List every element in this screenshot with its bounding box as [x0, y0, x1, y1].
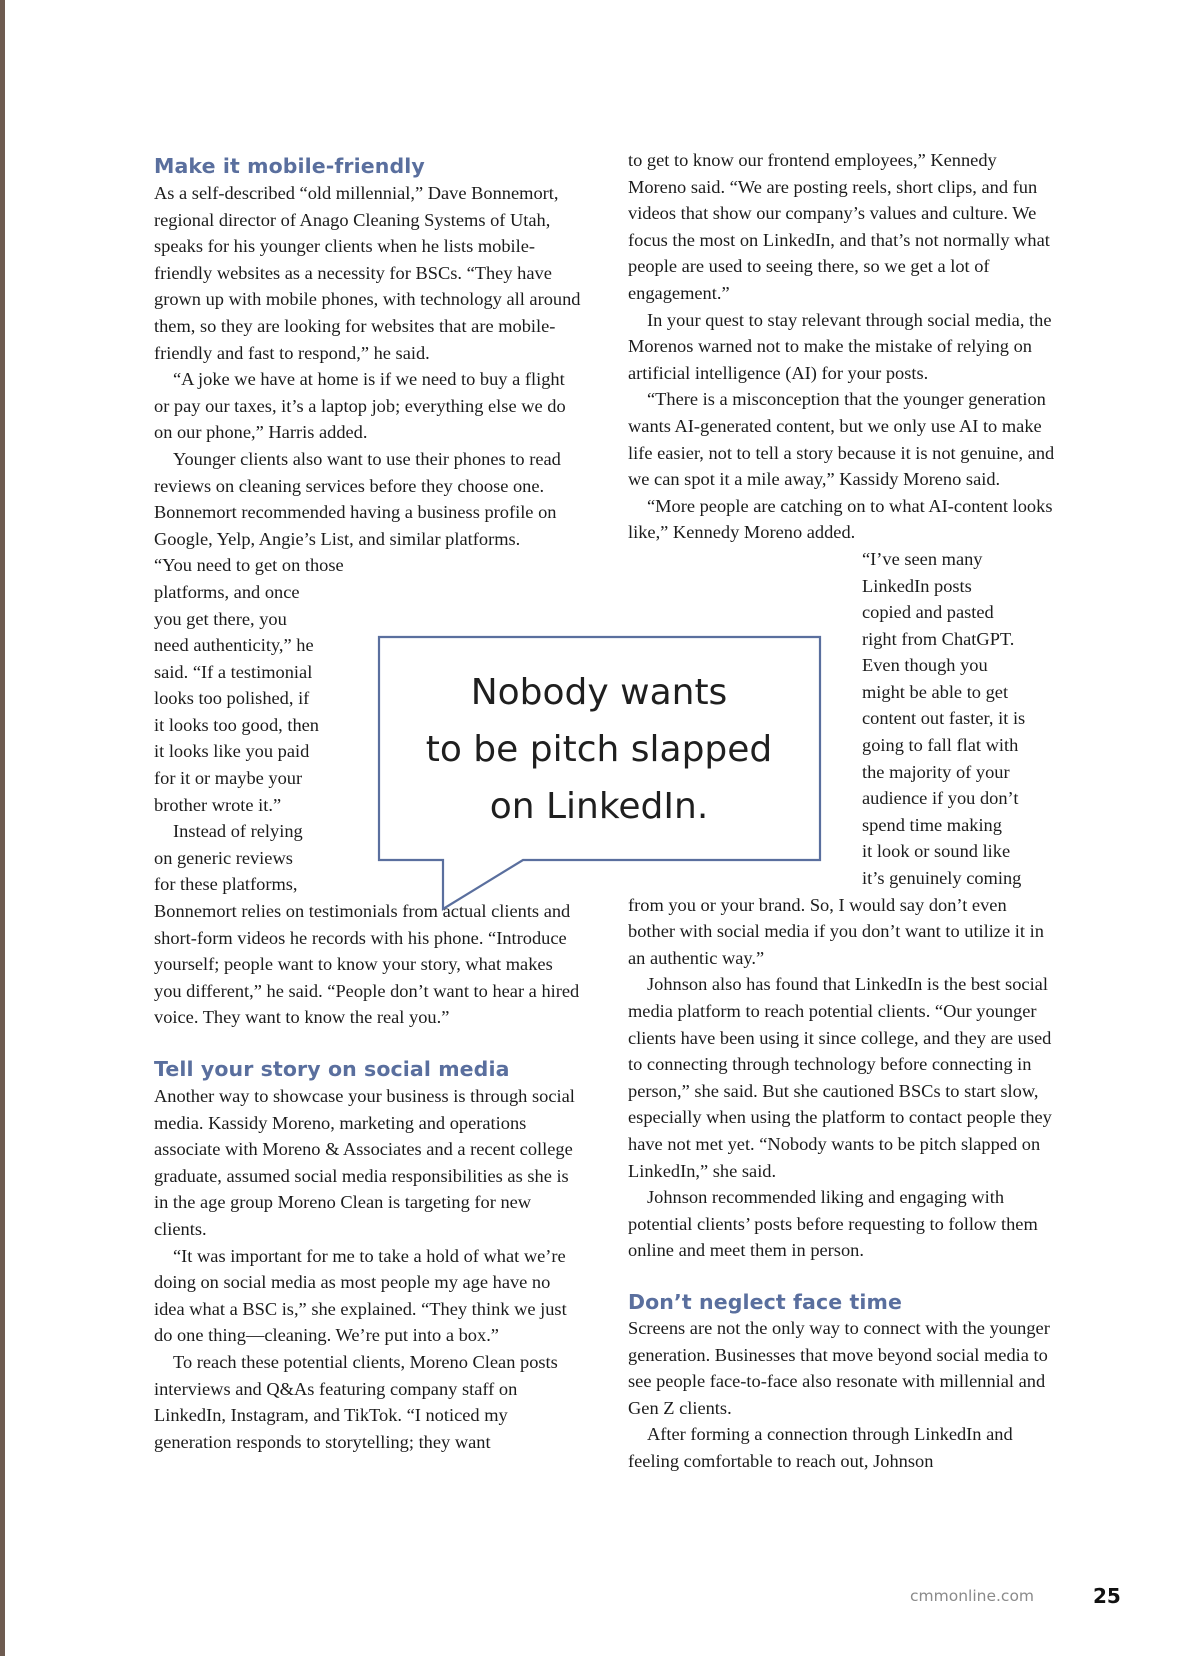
text-line: need authenticity,” he — [154, 635, 314, 656]
text-line: “I’ve seen many — [862, 548, 983, 569]
footer-website: cmmonline.com — [910, 1587, 1035, 1605]
paragraph: “There is a misconception that the younger generation wants AI-generated content, but we only use AI to make life easier, not to tell a story because it is not genuine, and we can spot it a mile away,” Kassidy Moreno said. — [628, 389, 1055, 490]
paragraph: to get to know our frontend employees,” Kennedy Moreno said. “We are posting reels, short clips, and fun videos that show our company’s values and culture. We focus the most on LinkedIn, and that’s not normally what people are used to seeing there, so we get a lot of engagement.” — [628, 150, 1050, 303]
heading-make-it-mobile-friendly: Make it mobile-friendly — [154, 154, 425, 178]
pull-quote-line: Nobody wants — [470, 672, 728, 713]
text-line: right from ChatGPT. — [862, 628, 1015, 649]
text-line: it looks too good, then — [154, 714, 320, 735]
text-line: it looks like you paid — [154, 741, 310, 762]
text-line: LinkedIn posts — [862, 575, 972, 596]
paragraph: Johnson recommended liking and engaging with potential clients’ posts before requesting to follow them online and meet them in person. — [628, 1187, 1038, 1261]
paragraph: After forming a connection through LinkedIn and feeling comfortable to reach out, Johnson — [628, 1424, 1013, 1471]
paragraph: Johnson also has found that LinkedIn is the best social media platform to reach potential clients. “Our younger clients have been using it since college, and they are used to connecting through technology before connecting in person,” she said. But she cautioned BSCs to start slow, especially when using the platform to contact people they have not met yet. “Nobody wants to be pitch slapped on LinkedIn,” she said. — [628, 974, 1052, 1181]
pull-quote-box — [378, 636, 820, 860]
pull-quote-line: on LinkedIn. — [489, 786, 709, 827]
text-line: looks too polished, if — [154, 688, 310, 709]
paragraph: Another way to showcase your business is through social media. Kassidy Moreno, marketing and operations associate with Moreno & Associates and a recent college graduate, assumed social media responsibilities as she is in the age group Moreno Clean is targeting for new clients. — [154, 1086, 575, 1239]
paragraph: As a self-described “old millennial,” Dave Bonnemort, regional director of Anago Cleaning Systems of Utah, speaks for his younger clients when he lists mobile-friendly websites as a necessity for BSCs. “They have grown up with mobile phones, with technology all around them, so they are looking for websites that are mobile-friendly and fast to respond,” he said. — [154, 183, 581, 363]
pull-quote-text — [378, 664, 820, 835]
text-line: copied and pasted — [862, 602, 994, 623]
text-line: for these platforms, — [154, 874, 298, 895]
heading-tell-your-story: Tell your story on social media — [154, 1057, 510, 1081]
paragraph: Screens are not the only way to connect with the younger generation. Businesses that move beyond social media to see people face-to-face also resonate with millennial and Gen Z clients. — [628, 1317, 1050, 1418]
paragraph: “A joke we have at home is if we need to buy a flight or pay our taxes, it’s a laptop job; everything else we do on our phone,” Harris added. — [154, 369, 566, 443]
pull-quote-line: to be pitch slapped — [425, 729, 773, 770]
text-line: on generic reviews — [154, 847, 293, 868]
text-line: might be able to get — [862, 681, 1009, 702]
text-line: it’s genuinely coming — [862, 868, 1022, 889]
text-line: spend time making — [862, 814, 1002, 835]
text-line: audience if you don’t — [862, 788, 1019, 809]
text-line: Even though you — [862, 655, 988, 676]
text-line: said. “If a testimonial — [154, 661, 313, 682]
page-number: 25 — [1093, 1584, 1121, 1608]
text-line: Instead of relying — [173, 821, 303, 842]
text-line: platforms, and once — [154, 581, 300, 602]
page-edge-shadow — [0, 0, 5, 1656]
text-line: “You need to get on those — [154, 555, 344, 576]
text-line: going to fall flat with — [862, 735, 1019, 756]
paragraph: “More people are catching on to what AI-content looks like,” Kennedy Moreno added. — [628, 495, 1053, 543]
heading-dont-neglect-face-time: Don’t neglect face time — [628, 1289, 902, 1314]
paragraph: “It was important for me to take a hold of what we’re doing on social media as most people my age have no idea what a BSC is,” she explained. “They think we just do one thing—cleaning. We’re put into a box.” — [154, 1245, 567, 1346]
text-line: you get there, you — [154, 608, 287, 629]
text-line: the majority of your — [862, 761, 1010, 782]
paragraph: To reach these potential clients, Moreno Clean posts interviews and Q&As featuring company staff on LinkedIn, Instagram, and TikTok. “I noticed my generation responds to storytelling; they want — [154, 1351, 558, 1452]
paragraph: Younger clients also want to use their phones to read reviews on cleaning services before they choose one. Bonnemort recommended having a business profile on Google, Yelp, Angie’s List, and similar platforms. — [154, 448, 561, 549]
paragraph: Bonnemort relies on testimonials from actual clients and short-form videos he records with his phone. “Introduce yourself; people want to know your story, what makes you different,” he said. “People don’t want to hear a hired voice. They want to know the real you.” — [154, 901, 580, 1028]
paragraph: from you or your brand. So, I would say don’t even bother with social media if you don’t want to utilize it in an authentic way.” — [628, 894, 1044, 968]
text-line: content out faster, it is — [862, 708, 1026, 729]
text-line: brother wrote it.” — [154, 794, 282, 815]
text-line: it look or sound like — [862, 841, 1011, 862]
paragraph: In your quest to stay relevant through social media, the Morenos warned not to make the mistake of relying on artificial intelligence (AI) for your posts. — [628, 309, 1052, 383]
text-line: for it or maybe your — [154, 768, 303, 789]
